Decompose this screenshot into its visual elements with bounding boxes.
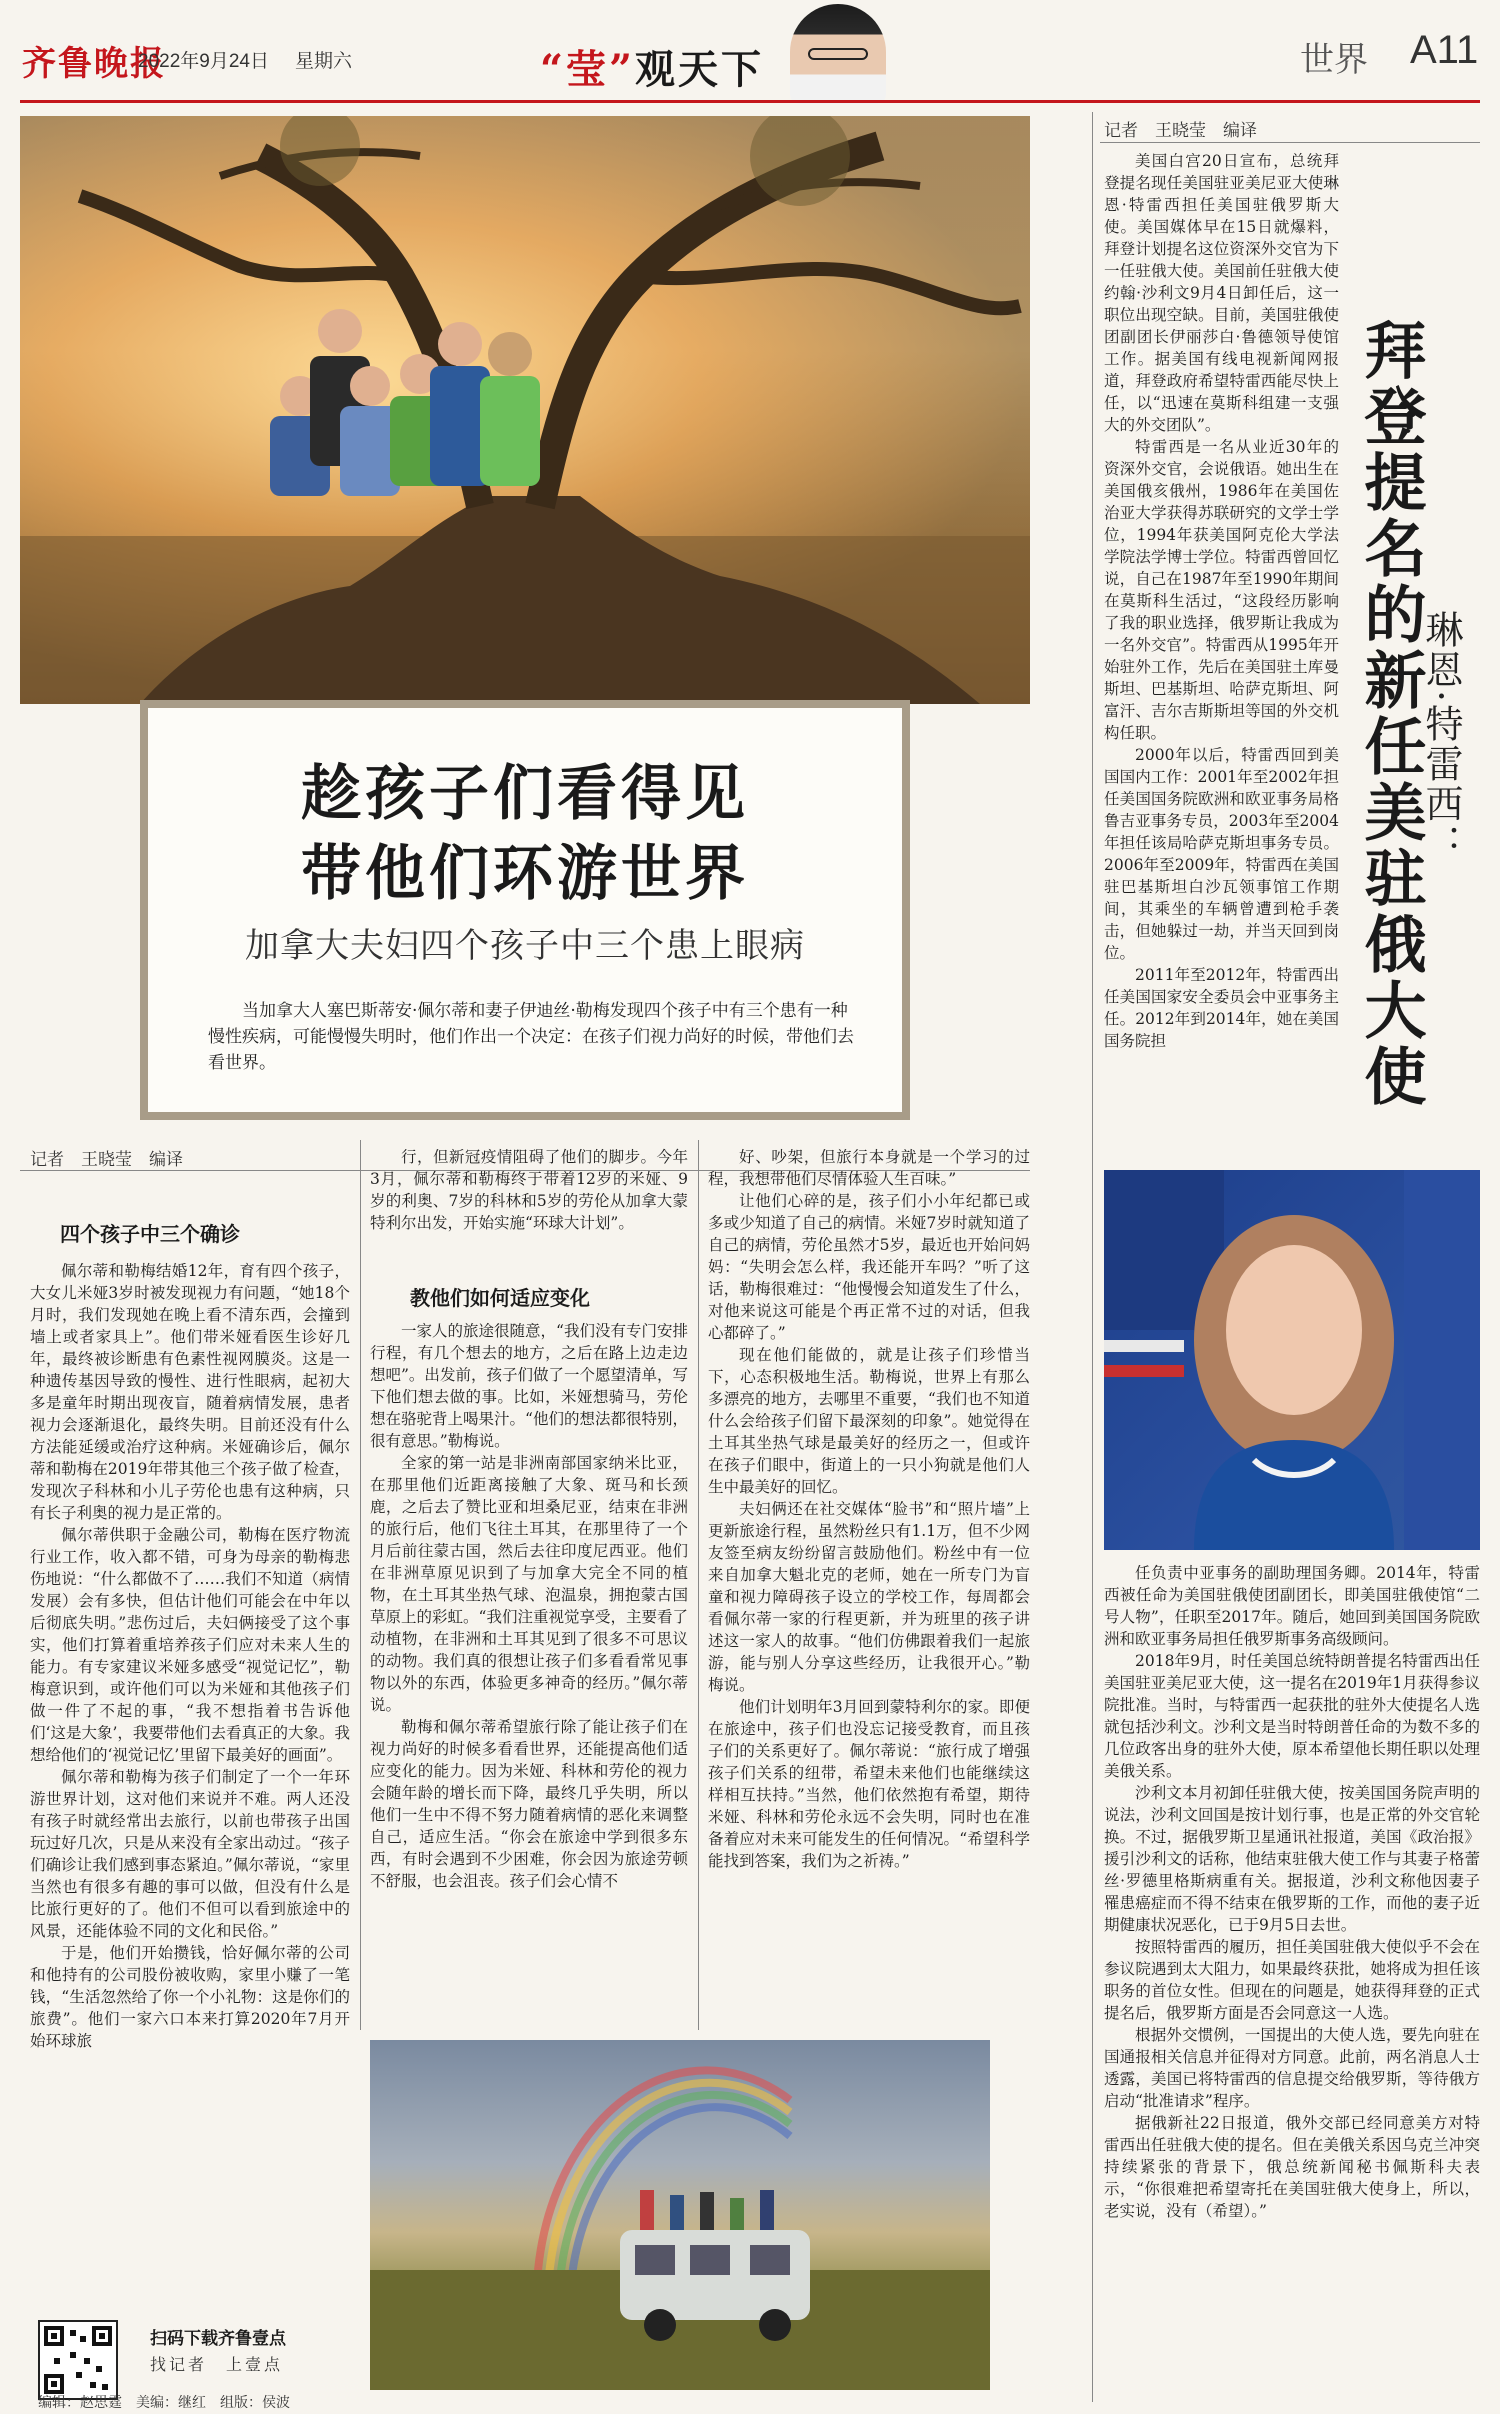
feature-byline: 记者 王晓莹 编译 [30,1150,183,1169]
paragraph: 行，但新冠疫情阻碍了他们的脚步。今年3月，佩尔蒂和勒梅终于带着12岁的米娅、9岁的利奥、7岁的科林和5岁的劳伦从加拿大蒙特利尔出发，开始实施“环球大计划”。 [370,1148,688,1232]
paragraph: 根据外交惯例，一国提出的大使人选，要先向驻在国通报相关信息并征得对方同意。此前，两名消息人士透露，美国已将特雷西的信息提交给俄罗斯，等待俄方启动“批准请求”程序。 [1104,2026,1480,2110]
feature-column-3 [708,1146,1030,2026]
rainbow-van-illustration [370,2040,990,2390]
feature-lede: 当加拿大人塞巴斯蒂安·佩尔蒂和妻子伊迪丝·勒梅发现四个孩子中有三个患有一种慢性疾病，可能慢慢失明时，他们作出一个决定：在孩子们视力尚好的时候，带他们去看世界。 [208,1001,854,1073]
feature-headline-box [140,700,910,1120]
feature-column-1 [30,1260,350,2270]
paragraph: 于是，他们开始攒钱，恰好佩尔蒂的公司和他持有的公司股份被收购，家里小赚了一笔钱，“生活忽然给了你一个小礼物：这是你们的旅费”。他们一家六口本来打算2020年7月开始环球旅 [30,1944,350,2050]
paragraph: 据俄新社22日报道，俄外交部已经同意美方对特雷西出任驻俄大使的提名。但在美俄关系因乌克兰冲突持续紧张的背景下，俄总统新闻秘书佩斯科夫表示，“你很难把希望寄托在美国驻俄大使身上，所以，老实说，没有（希望）。” [1104,2114,1480,2220]
section-divider [1092,112,1093,2402]
feature-column-2a [370,1146,688,1246]
glasses-icon [808,48,868,60]
family-figures [270,309,540,496]
qr-subtitle: 找记者 上壹点 [150,2357,284,2374]
paragraph: 佩尔蒂供职于金融公司，勒梅在医疗物流行业工作，收入都不错，可身为母亲的勒梅悲伤地说：“什么都做不了……我们不知道（病情发展）会有多快，但估计他们可能会在中年以后彻底失明。”悲伤过后，夫妇俩接受了这个事实，他们打算着重培养孩子们应对未来人生的能力。有专家建议米娅多感受“视觉记忆”，勒梅意识到，或许他们可以为米娅和其他孩子们做一件了不起的事，“我不想指着书告诉他们‘这是大象’，我要带他们去看真正的大象。我想给他们的‘视觉记忆’里留下最美好的画面”。 [30,1526,350,1764]
paragraph: 佩尔蒂和勒梅结婚12年，育有四个孩子，大女儿米娅3岁时被发现视力有问题，“她18个月时，我们发现她在晚上看不清东西，会撞到墙上或者家具上”。他们带米娅看医生诊好几年，最终被诊断患有色素性视网膜炎。这是一种遗传基因导致的慢性、进行性眼病，起初大多是童年时期出现夜盲，随着病情发展，患者视力会逐渐退化，最终失明。目前还没有什么方法能延缓或治疗这种病。米娅确诊后，佩尔蒂和勒梅在2019年带其他三个孩子做了检查，发现次子科林和小儿子劳伦也患有这种病，只有长子利奥的视力是正常的。 [30,1262,350,1522]
paragraph: 全家的第一站是非洲南部国家纳米比亚，在那里他们近距离接触了大象、斑马和长颈鹿，之后去了赞比亚和坦桑尼亚，结束在非洲的旅行后，他们飞往土耳其，在那里待了一个月后前往蒙古国，然后去往印度尼西亚。他们在非洲草原见识到了与加拿大完全不同的植物，在土耳其坐热气球、泡温泉，拥抱蒙古国草原上的彩虹。“我们注重视觉享受，主要看了动植物，在非洲和土耳其见到了很多不可思议的动物。我们真的很想让孩子们多看看常见事物以外的东西，体验更多神奇的经历。”佩尔蒂说。 [370,1454,688,1714]
paragraph: 特雷西是一名从业近30年的资深外交官，会说俄语。她出生在美国俄亥俄州，1986年在美国佐治亚大学获得苏联研究的文学士学位，1994年获美国阿克伦大学法学院法学博士学位。特雷西曾回忆说，自己在1987年至1990年期间在莫斯科生活过，“这段经历影响了我的职业选择，俄罗斯让我成为一名外交官”。特雷西从1995年开始驻外工作，先后在美国驻土库曼斯坦、巴基斯坦、哈萨克斯坦、阿富汗、吉尔吉斯斯坦等国的外交机构任职。 [1104,438,1339,742]
paragraph: 佩尔蒂和勒梅为孩子们制定了一个一年环游世界计划，这对他们来说并不难。两人还没有孩子时就经常出去旅行，以前也带孩子出国玩过好几次，只是从来没有全家出动过。“孩子们确诊让我们感到事态紧迫。”佩尔蒂说，“家里当然也有很多有趣的事可以做，但没有什么是比旅行更好的了。他们不但可以看到旅途中的风景，还能体验不同的文化和民俗。” [30,1768,350,1940]
paragraph: 任负责中亚事务的副助理国务卿。2014年，特雷西被任命为美国驻俄使团副团长，即美国驻俄使馆“二号人物”，任职至2017年。随后，她回到美国国务院欧洲和欧亚事务局担任俄罗斯事务高级顾问。 [1104,1564,1480,1648]
feature-column-2b [370,1320,688,2030]
family-tree-photo [20,116,1030,704]
newspaper-logo: 齐鲁晚报 [22,44,166,84]
paragraph: 2000年以后，特雷西回到美国国内工作：2001年至2002年担任美国国务院欧洲和欧亚事务局格鲁吉亚事务专员，2003年至2004年担任该局哈萨克斯坦事务专员。2006年至2009年，特雷西在美国驻巴基斯坦白沙瓦领事馆工作期间，其乘坐的车辆曾遭到枪手袭击，但她躲过一劫，并当天回到岗位。 [1104,746,1339,962]
headline-box-inner [148,708,902,1112]
side-column-bottom [1104,1562,1480,2402]
paragraph: 好、吵架，但旅行本身就是一个学习的过程，我想带他们尽情体验人生百味。” [708,1148,1030,1188]
side-title: 拜登提名的新任美驻俄大使 [1354,318,1427,1110]
tracy-portrait-photo [1104,1170,1480,1550]
feature-title-line2: 带他们环游世界 [301,839,749,909]
portrait-illustration [1104,1170,1480,1550]
paragraph: 现在他们能做的，就是让孩子们珍惜当下，心态积极地生活。勒梅说，世界上有那么多漂亮的地方，去哪里不重要，“我们也不知道什么会给孩子们留下最深刻的印象”。她觉得在土耳其坐热气球是最美好的经历之一，但或许在孩子们眼中，街道上的一只小狗就是他们人生中最美好的回忆。 [708,1346,1030,1496]
family-tree-illustration [20,116,1030,704]
editor-credits: 编辑：赵思霆 美编：继红 组版：侯波 [38,2394,290,2410]
side-byline: 记者 王晓莹 编译 [1104,121,1257,140]
feature-subtitle: 加拿大夫妇四个孩子中三个患上眼病 [245,926,805,966]
qr-code-pattern [40,2322,116,2398]
paragraph: 夫妇俩还在社交媒体“脸书”和“照片墙”上更新旅途行程，虽然粉丝只有1.1万，但不少网友签至病友纷纷留言鼓励他们。粉丝中有一位来自加拿大魁北克的老师，她在一所专门为盲童和视力障碍孩子设立的学校工作，每周都会看佩尔蒂一家的行程更新，并为班里的孩子讲述这一家人的故事。“他们仿佛跟着我们一起旅游，能与别人分享这些经历，让我很开心。”勒梅说。 [708,1500,1030,1694]
feature-title-line1: 趁孩子们看得见 [301,759,749,829]
column-title-rest: 观天下 [635,46,765,93]
qr-title: 扫码下载齐鲁壹点 [150,2329,286,2348]
paragraph: 按照特雷西的履历，担任美国驻俄大使似乎不会在参议院遇到太大阻力，如果最终获批，她将成为担任该职务的首位女性。但现在的问题是，她获得拜登的正式提名后，俄罗斯方面是否会同意这一人选。 [1104,1938,1480,2022]
paragraph: 勒梅和佩尔蒂希望旅行除了能让孩子们在视力尚好的时候多看看世界，还能提高他们适应变化的能力。因为米娅、科林和劳伦的视力会随年龄的增长而下降，最终几乎失明，所以他们一生中不得不努力随着病情的恶化来调整自己，适应生活。“你会在旅途中学到很多东西，有时会遇到不少困难，你会因为旅途劳顿不舒服，也会沮丧。孩子们会心情不 [370,1718,688,1890]
column-divider [360,1140,361,2030]
page-number: A11 [1410,28,1479,72]
paragraph: 他们计划明年3月回到蒙特利尔的家。即便在旅途中，孩子们也没忘记接受教育，而且孩子们的关系更好了。佩尔蒂说：“旅行成了增强孩子们关系的纽带，希望未来他们也能继续这样相互扶持。”当然，他们依然抱有希望，期待米娅、科林和劳伦永远不会失明，同时也在准备着应对未来可能发生的任何情况。“希望科学能找到答案，我们为之祈祷。” [708,1698,1030,1870]
column-title [540,38,764,95]
qr-code-icon[interactable] [38,2320,118,2400]
rainbow-van-photo [370,2040,990,2390]
feature-subhead-2: 教他们如何适应变化 [410,1286,590,1310]
masthead [0,0,1500,106]
paragraph: 一家人的旅途很随意，“我们没有专门安排行程，有几个想去的地方，之后在路上边走边想吧”。出发前，孩子们做了一个愿望清单，写下他们想去做的事。比如，米娅想骑马，劳伦想在骆驼背上喝果汁。“他们的想法都很特别，很有意思。”勒梅说。 [370,1322,688,1450]
issue-date: 2022年9月24日 [138,51,269,72]
header-rule [20,100,1480,103]
columnist-avatar [790,4,886,104]
issue-weekday: 星期六 [295,51,353,72]
side-subtitle: 琳恩·特雷西： [1419,610,1463,865]
feature-subhead-1: 四个孩子中三个确诊 [60,1222,240,1246]
paragraph: 2018年9月，时任美国总统特朗普提名特雷西出任美国驻亚美尼亚大使，这一提名在2019年1月获得参议院批准。当时，与特雷西一起获批的驻外大使提名人选就包括沙利文。沙利文是当时特朗普任命的为数不多的几位政客出身的驻外大使，原本希望他长期任职以处理美俄关系。 [1104,1652,1480,1780]
paragraph: 2011年至2012年，特雷西出任美国国家安全委员会中亚事务主任。2012年到2014年，她在美国国务院担 [1104,966,1339,1050]
paragraph: 让他们心碎的是，孩子们小小年纪都已或多或少知道了自己的病情。米娅7岁时就知道了自己的病情，劳伦虽然才5岁，最近也开始问妈妈：“失明会怎么样，我还能开车吗？”听了这话，勒梅很难过：“他慢慢会知道发生了什么，对他来说这可能是个再正常不过的对话，但我心都碎了。” [708,1192,1030,1342]
column-divider [698,1140,699,2030]
side-column-top [1104,150,1339,1155]
column-title-name: “莹” [540,46,636,93]
paragraph: 沙利文本月初卸任驻俄大使，按美国国务院声明的说法，沙利文回国是按计划行事，也是正常的外交官轮换。不过，据俄罗斯卫星通讯社报道，美国《政治报》援引沙利文的话称，他结束驻俄大使工作与其妻子格蕾丝·罗德里格斯病重有关。据报道，沙利文称他因妻子罹患癌症而不得不结束在俄罗斯的工作，而他的妻子近期健康状况恶化，已于9月5日去世。 [1104,1784,1480,1934]
section-name: 世界 [1300,41,1368,79]
paragraph: 美国白宫20日宣布，总统拜登提名现任美国驻亚美尼亚大使琳恩·特雷西担任美国驻俄罗斯大使。美国媒体早在15日就爆料，拜登计划提名这位资深外交官为下一任驻俄大使。美国前任驻俄大使约翰·沙利文9月4日卸任后，这一职位出现空缺。目前，美国驻俄使团副团长伊丽莎白·鲁德领导使馆工作。据美国有线电视新闻网报道，拜登政府希望特雷西能尽快上任，以“迅速在莫斯科组建一支强大的外交团队”。 [1104,152,1339,434]
side-top-rule [1100,142,1480,143]
